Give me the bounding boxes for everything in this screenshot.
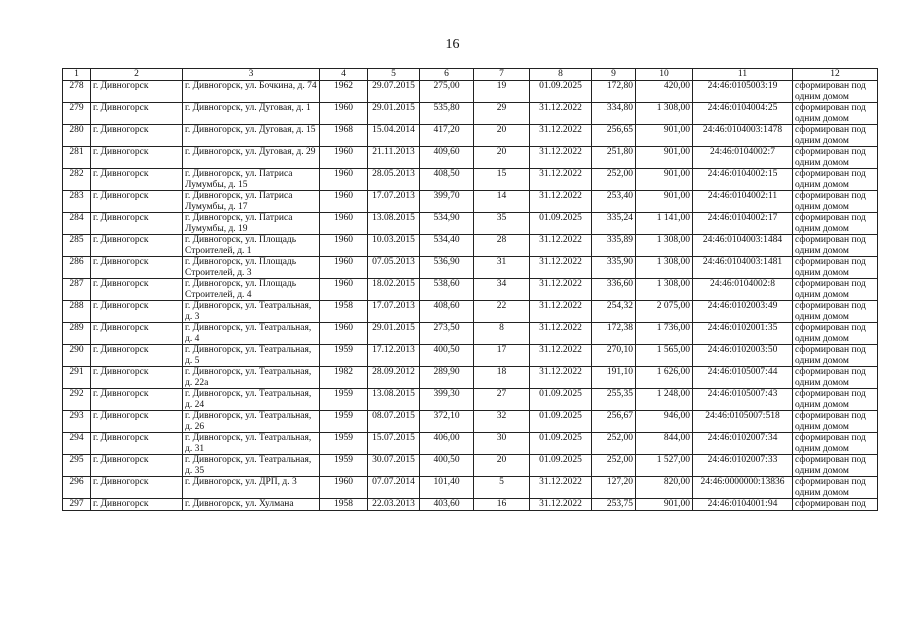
cell-residents: 27 — [474, 389, 530, 411]
cell-area: 408,50 — [420, 169, 474, 191]
cell-row-number: 296 — [63, 477, 91, 499]
cell-cadastral-number: 24:46:0105007:518 — [693, 411, 793, 433]
cell-municipality: г. Дивногорск — [91, 499, 183, 511]
cell-cadastral-number: 24:46:0105003:19 — [693, 81, 793, 103]
cell-cadastral-number: 24:46:0102007:33 — [693, 455, 793, 477]
cell-date: 29.07.2015 — [368, 81, 420, 103]
table-row — [63, 323, 878, 345]
column-header-7: 7 — [474, 69, 530, 81]
cell-note: сформирован под одним домом — [793, 147, 878, 169]
column-header-11: 11 — [693, 69, 793, 81]
cell-deadline: 31.12.2022 — [530, 191, 592, 213]
cell-note: сформирован под одним домом — [793, 389, 878, 411]
cell-deadline: 01.09.2025 — [530, 433, 592, 455]
cell-note: сформирован под — [793, 499, 878, 511]
cell-area: 289,90 — [420, 367, 474, 389]
cell-area: 535,80 — [420, 103, 474, 125]
cell-residents: 20 — [474, 125, 530, 147]
cell-note: сформирован под одним домом — [793, 279, 878, 301]
cell-value-b: 1 141,00 — [636, 213, 693, 235]
cell-date: 30.07.2015 — [368, 455, 420, 477]
cell-address: г. Дивногорск, ул. Театральная, д. 5 — [183, 345, 320, 367]
cell-note: сформирован под одним домом — [793, 455, 878, 477]
cell-cadastral-number: 24:46:0105007:44 — [693, 367, 793, 389]
cell-address: г. Дивногорск, ул. Театральная, д. 4 — [183, 323, 320, 345]
cell-value-a: 254,32 — [592, 301, 636, 323]
table-row — [63, 455, 878, 477]
cell-note: сформирован под одним домом — [793, 103, 878, 125]
cell-note: сформирован под одним домом — [793, 367, 878, 389]
cell-value-b: 901,00 — [636, 169, 693, 191]
table-row — [63, 81, 878, 103]
cell-deadline: 31.12.2022 — [530, 367, 592, 389]
cell-residents: 19 — [474, 81, 530, 103]
cell-value-b: 1 736,00 — [636, 323, 693, 345]
cell-deadline: 31.12.2022 — [530, 279, 592, 301]
cell-year-built: 1960 — [320, 103, 368, 125]
cell-value-b: 1 527,00 — [636, 455, 693, 477]
column-header-6: 6 — [420, 69, 474, 81]
column-header-5: 5 — [368, 69, 420, 81]
cell-value-b: 1 308,00 — [636, 257, 693, 279]
cell-residents: 28 — [474, 235, 530, 257]
cell-cadastral-number: 24:46:0104002:7 — [693, 147, 793, 169]
cell-year-built: 1960 — [320, 213, 368, 235]
cell-value-a: 334,80 — [592, 103, 636, 125]
cell-address: г. Дивногорск, ул. Патриса Лумумбы, д. 15 — [183, 169, 320, 191]
cell-municipality: г. Дивногорск — [91, 213, 183, 235]
cell-address: г. Дивногорск, ул. Театральная, д. 24 — [183, 389, 320, 411]
cell-year-built: 1959 — [320, 411, 368, 433]
cell-area: 406,00 — [420, 433, 474, 455]
cell-year-built: 1959 — [320, 389, 368, 411]
cell-area: 536,90 — [420, 257, 474, 279]
cell-value-b: 901,00 — [636, 147, 693, 169]
cell-value-a: 255,35 — [592, 389, 636, 411]
cell-date: 07.07.2014 — [368, 477, 420, 499]
table-row — [63, 499, 878, 511]
column-header-8: 8 — [530, 69, 592, 81]
cell-deadline: 31.12.2022 — [530, 147, 592, 169]
cell-row-number: 289 — [63, 323, 91, 345]
cell-residents: 16 — [474, 499, 530, 511]
cell-year-built: 1968 — [320, 125, 368, 147]
cell-area: 400,50 — [420, 345, 474, 367]
cell-value-b: 1 308,00 — [636, 103, 693, 125]
cell-area: 534,90 — [420, 213, 474, 235]
table-body — [63, 81, 878, 511]
cell-residents: 22 — [474, 301, 530, 323]
cell-row-number: 284 — [63, 213, 91, 235]
table-row — [63, 411, 878, 433]
cell-row-number: 291 — [63, 367, 91, 389]
cell-residents: 20 — [474, 147, 530, 169]
cell-year-built: 1960 — [320, 257, 368, 279]
cell-municipality: г. Дивногорск — [91, 477, 183, 499]
cell-value-b: 946,00 — [636, 411, 693, 433]
cell-note: сформирован под одним домом — [793, 433, 878, 455]
cell-date: 21.11.2013 — [368, 147, 420, 169]
table-row — [63, 389, 878, 411]
cell-value-b: 1 565,00 — [636, 345, 693, 367]
cell-row-number: 294 — [63, 433, 91, 455]
cell-value-a: 252,00 — [592, 169, 636, 191]
table-row — [63, 125, 878, 147]
cell-cadastral-number: 24:46:0102001:35 — [693, 323, 793, 345]
cell-row-number: 295 — [63, 455, 91, 477]
cell-cadastral-number: 24:46:0000000:13836 — [693, 477, 793, 499]
cell-deadline: 31.12.2022 — [530, 499, 592, 511]
cell-residents: 34 — [474, 279, 530, 301]
cell-address: г. Дивногорск, ул. Театральная, д. 3 — [183, 301, 320, 323]
cell-row-number: 285 — [63, 235, 91, 257]
cell-row-number: 293 — [63, 411, 91, 433]
cell-year-built: 1960 — [320, 323, 368, 345]
cell-residents: 32 — [474, 411, 530, 433]
cell-date: 07.05.2013 — [368, 257, 420, 279]
cell-cadastral-number: 24:46:0104002:11 — [693, 191, 793, 213]
cell-municipality: г. Дивногорск — [91, 279, 183, 301]
cell-row-number: 297 — [63, 499, 91, 511]
cell-note: сформирован под одним домом — [793, 477, 878, 499]
table-row — [63, 433, 878, 455]
cell-address: г. Дивногорск, ул. Дуговая, д. 15 — [183, 125, 320, 147]
cell-value-a: 172,38 — [592, 323, 636, 345]
table-row — [63, 235, 878, 257]
cell-residents: 15 — [474, 169, 530, 191]
cell-note: сформирован под одним домом — [793, 169, 878, 191]
cell-area: 372,10 — [420, 411, 474, 433]
cell-area: 101,40 — [420, 477, 474, 499]
cell-residents: 18 — [474, 367, 530, 389]
cell-deadline: 31.12.2022 — [530, 257, 592, 279]
cell-residents: 14 — [474, 191, 530, 213]
cell-address: г. Дивногорск, ул. Патриса Лумумбы, д. 17 — [183, 191, 320, 213]
cell-area: 408,60 — [420, 301, 474, 323]
cell-value-a: 256,65 — [592, 125, 636, 147]
cell-deadline: 31.12.2022 — [530, 301, 592, 323]
cell-deadline: 01.09.2025 — [530, 81, 592, 103]
cell-address: г. Дивногорск, ул. Площадь Строителей, д. 3 — [183, 257, 320, 279]
table-row — [63, 147, 878, 169]
cell-deadline: 31.12.2022 — [530, 103, 592, 125]
table-row — [63, 213, 878, 235]
cell-year-built: 1958 — [320, 499, 368, 511]
cell-deadline: 31.12.2022 — [530, 169, 592, 191]
cell-date: 18.02.2015 — [368, 279, 420, 301]
cell-year-built: 1959 — [320, 455, 368, 477]
cell-value-b: 1 248,00 — [636, 389, 693, 411]
cell-row-number: 288 — [63, 301, 91, 323]
table-row — [63, 191, 878, 213]
cell-cadastral-number: 24:46:0104004:25 — [693, 103, 793, 125]
cell-area: 534,40 — [420, 235, 474, 257]
cell-value-a: 252,00 — [592, 455, 636, 477]
cell-municipality: г. Дивногорск — [91, 191, 183, 213]
cell-cadastral-number: 24:46:0102003:50 — [693, 345, 793, 367]
cell-deadline: 01.09.2025 — [530, 213, 592, 235]
table-row — [63, 257, 878, 279]
cell-value-a: 335,90 — [592, 257, 636, 279]
cell-area: 409,60 — [420, 147, 474, 169]
data-table — [62, 68, 878, 511]
table-row — [63, 169, 878, 191]
table-row — [63, 103, 878, 125]
cell-residents: 20 — [474, 455, 530, 477]
cell-deadline: 31.12.2022 — [530, 235, 592, 257]
cell-value-a: 252,00 — [592, 433, 636, 455]
cell-cadastral-number: 24:46:0104001:94 — [693, 499, 793, 511]
cell-value-b: 420,00 — [636, 81, 693, 103]
page-number: 16 — [445, 37, 460, 52]
cell-area: 275,00 — [420, 81, 474, 103]
cell-deadline: 31.12.2022 — [530, 345, 592, 367]
cell-residents: 30 — [474, 433, 530, 455]
cell-value-a: 335,24 — [592, 213, 636, 235]
cell-address: г. Дивногорск, ул. Дуговая, д. 29 — [183, 147, 320, 169]
cell-value-a: 172,80 — [592, 81, 636, 103]
cell-note: сформирован под одним домом — [793, 411, 878, 433]
cell-row-number: 292 — [63, 389, 91, 411]
cell-value-a: 191,10 — [592, 367, 636, 389]
cell-value-a: 256,67 — [592, 411, 636, 433]
cell-address: г. Дивногорск, ул. Театральная, д. 26 — [183, 411, 320, 433]
cell-date: 10.03.2015 — [368, 235, 420, 257]
column-header-1: 1 — [63, 69, 91, 81]
cell-deadline: 31.12.2022 — [530, 323, 592, 345]
cell-municipality: г. Дивногорск — [91, 433, 183, 455]
cell-municipality: г. Дивногорск — [91, 323, 183, 345]
cell-deadline: 31.12.2022 — [530, 477, 592, 499]
cell-row-number: 287 — [63, 279, 91, 301]
cell-value-b: 901,00 — [636, 499, 693, 511]
cell-municipality: г. Дивногорск — [91, 169, 183, 191]
table-row — [63, 477, 878, 499]
cell-address: г. Дивногорск, ул. Театральная, д. 22а — [183, 367, 320, 389]
cell-date: 28.05.2013 — [368, 169, 420, 191]
cell-municipality: г. Дивногорск — [91, 367, 183, 389]
cell-year-built: 1960 — [320, 477, 368, 499]
cell-row-number: 279 — [63, 103, 91, 125]
cell-year-built: 1960 — [320, 235, 368, 257]
cell-cadastral-number: 24:46:0105007:43 — [693, 389, 793, 411]
cell-row-number: 280 — [63, 125, 91, 147]
cell-cadastral-number: 24:46:0102007:34 — [693, 433, 793, 455]
cell-note: сформирован под одним домом — [793, 235, 878, 257]
cell-note: сформирован под одним домом — [793, 345, 878, 367]
cell-year-built: 1962 — [320, 81, 368, 103]
table-row — [63, 279, 878, 301]
cell-municipality: г. Дивногорск — [91, 411, 183, 433]
cell-area: 273,50 — [420, 323, 474, 345]
cell-year-built: 1960 — [320, 191, 368, 213]
cell-row-number: 278 — [63, 81, 91, 103]
cell-year-built: 1960 — [320, 147, 368, 169]
cell-deadline: 01.09.2025 — [530, 389, 592, 411]
cell-area: 400,50 — [420, 455, 474, 477]
cell-cadastral-number: 24:46:0102003:49 — [693, 301, 793, 323]
cell-address: г. Дивногорск, ул. Театральная, д. 35 — [183, 455, 320, 477]
cell-value-a: 253,75 — [592, 499, 636, 511]
cell-address: г. Дивногорск, ул. Хулмана — [183, 499, 320, 511]
cell-note: сформирован под одним домом — [793, 81, 878, 103]
cell-cadastral-number: 24:46:0104003:1478 — [693, 125, 793, 147]
table-row — [63, 301, 878, 323]
table-row — [63, 345, 878, 367]
cell-date: 29.01.2015 — [368, 103, 420, 125]
cell-residents: 35 — [474, 213, 530, 235]
cell-year-built: 1960 — [320, 169, 368, 191]
cell-area: 417,20 — [420, 125, 474, 147]
column-header-12: 12 — [793, 69, 878, 81]
cell-row-number: 286 — [63, 257, 91, 279]
cell-date: 17.12.2013 — [368, 345, 420, 367]
cell-area: 399,70 — [420, 191, 474, 213]
cell-row-number: 281 — [63, 147, 91, 169]
cell-address: г. Дивногорск, ул. Бочкина, д. 74 — [183, 81, 320, 103]
cell-municipality: г. Дивногорск — [91, 235, 183, 257]
cell-address: г. Дивногорск, ул. Площадь Строителей, д. 4 — [183, 279, 320, 301]
cell-note: сформирован под одним домом — [793, 125, 878, 147]
cell-municipality: г. Дивногорск — [91, 301, 183, 323]
column-header-9: 9 — [592, 69, 636, 81]
cell-row-number: 283 — [63, 191, 91, 213]
column-header-10: 10 — [636, 69, 693, 81]
cell-year-built: 1960 — [320, 279, 368, 301]
cell-cadastral-number: 24:46:0104002:8 — [693, 279, 793, 301]
cell-area: 399,30 — [420, 389, 474, 411]
cell-area: 403,60 — [420, 499, 474, 511]
cell-residents: 8 — [474, 323, 530, 345]
cell-note: сформирован под одним домом — [793, 191, 878, 213]
column-header-3: 3 — [183, 69, 320, 81]
cell-row-number: 290 — [63, 345, 91, 367]
cell-value-b: 1 626,00 — [636, 367, 693, 389]
cell-note: сформирован под одним домом — [793, 213, 878, 235]
cell-residents: 29 — [474, 103, 530, 125]
cell-municipality: г. Дивногорск — [91, 103, 183, 125]
column-header-4: 4 — [320, 69, 368, 81]
cell-note: сформирован под одним домом — [793, 323, 878, 345]
cell-year-built: 1958 — [320, 301, 368, 323]
cell-value-a: 253,40 — [592, 191, 636, 213]
cell-row-number: 282 — [63, 169, 91, 191]
cell-address: г. Дивногорск, ул. Площадь Строителей, д. 1 — [183, 235, 320, 257]
cell-date: 17.07.2013 — [368, 301, 420, 323]
cell-value-b: 2 075,00 — [636, 301, 693, 323]
cell-residents: 31 — [474, 257, 530, 279]
cell-value-a: 251,80 — [592, 147, 636, 169]
cell-value-a: 335,89 — [592, 235, 636, 257]
cell-cadastral-number: 24:46:0104002:15 — [693, 169, 793, 191]
cell-date: 13.08.2015 — [368, 389, 420, 411]
cell-note: сформирован под одним домом — [793, 257, 878, 279]
cell-municipality: г. Дивногорск — [91, 125, 183, 147]
cell-value-b: 901,00 — [636, 125, 693, 147]
cell-date: 17.07.2013 — [368, 191, 420, 213]
cell-cadastral-number: 24:46:0104003:1481 — [693, 257, 793, 279]
cell-date: 08.07.2015 — [368, 411, 420, 433]
cell-date: 15.04.2014 — [368, 125, 420, 147]
cell-deadline: 01.09.2025 — [530, 455, 592, 477]
cell-municipality: г. Дивногорск — [91, 147, 183, 169]
cell-value-a: 127,20 — [592, 477, 636, 499]
cell-value-b: 844,00 — [636, 433, 693, 455]
column-header-2: 2 — [91, 69, 183, 81]
cell-municipality: г. Дивногорск — [91, 345, 183, 367]
cell-date: 22.03.2013 — [368, 499, 420, 511]
cell-cadastral-number: 24:46:0104002:17 — [693, 213, 793, 235]
cell-value-b: 1 308,00 — [636, 235, 693, 257]
cell-municipality: г. Дивногорск — [91, 455, 183, 477]
cell-value-a: 270,10 — [592, 345, 636, 367]
cell-area: 538,60 — [420, 279, 474, 301]
cell-year-built: 1959 — [320, 433, 368, 455]
cell-date: 13.08.2015 — [368, 213, 420, 235]
cell-value-b: 820,00 — [636, 477, 693, 499]
cell-address: г. Дивногорск, ул. Патриса Лумумбы, д. 19 — [183, 213, 320, 235]
cell-date: 28.09.2012 — [368, 367, 420, 389]
cell-year-built: 1959 — [320, 345, 368, 367]
cell-address: г. Дивногорск, ул. ДРП, д. 3 — [183, 477, 320, 499]
table-header-row — [63, 69, 878, 81]
cell-residents: 17 — [474, 345, 530, 367]
cell-date: 29.01.2015 — [368, 323, 420, 345]
cell-municipality: г. Дивногорск — [91, 81, 183, 103]
cell-cadastral-number: 24:46:0104003:1484 — [693, 235, 793, 257]
cell-address: г. Дивногорск, ул. Театральная, д. 31 — [183, 433, 320, 455]
cell-date: 15.07.2015 — [368, 433, 420, 455]
cell-note: сформирован под одним домом — [793, 301, 878, 323]
cell-deadline: 01.09.2025 — [530, 411, 592, 433]
table-row — [63, 367, 878, 389]
cell-deadline: 31.12.2022 — [530, 125, 592, 147]
cell-municipality: г. Дивногорск — [91, 257, 183, 279]
cell-value-a: 336,60 — [592, 279, 636, 301]
cell-year-built: 1982 — [320, 367, 368, 389]
cell-residents: 5 — [474, 477, 530, 499]
cell-value-b: 1 308,00 — [636, 279, 693, 301]
cell-address: г. Дивногорск, ул. Дуговая, д. 1 — [183, 103, 320, 125]
cell-value-b: 901,00 — [636, 191, 693, 213]
cell-municipality: г. Дивногорск — [91, 389, 183, 411]
